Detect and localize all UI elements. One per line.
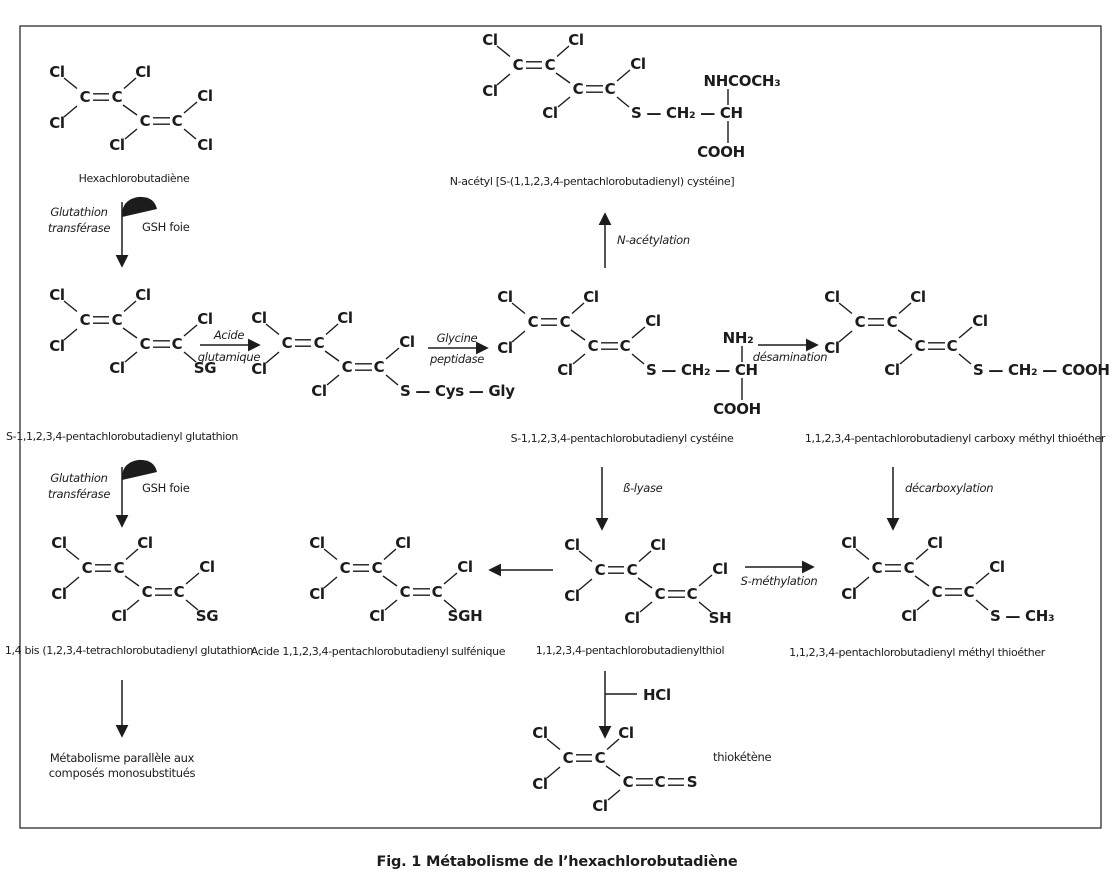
carbon-atom: C [931, 583, 943, 601]
metabolisme-line-2: composés monosubstitués [48, 766, 196, 780]
carbon-atom: C [914, 337, 926, 355]
chlorine-atom: Cl [109, 359, 125, 377]
carbon-atom: C [171, 112, 183, 130]
carbon-atom: C [111, 88, 123, 106]
carbon-atom: C [399, 583, 411, 601]
carbon-atom: C [79, 311, 91, 329]
chlorine-atom: Cl [109, 136, 125, 154]
carbon-atom: C [173, 583, 185, 601]
chlorine-atom: Cl [49, 286, 65, 304]
molecule-label: S-1,1,2,3,4-pentachlorobutadienyl glutathion [5, 430, 239, 443]
carbon-atom: C [654, 585, 666, 603]
carbon-atom: C [654, 773, 666, 791]
molecule-label: 1,1,2,3,4-pentachlorobutadienyl méthyl thioéther [789, 646, 1045, 659]
branch-up: NH₂ [722, 329, 754, 347]
chlorine-atom: Cl [399, 333, 415, 351]
chlorine-atom: Cl [901, 607, 917, 625]
molecule-acide-pentachlorobutadienyl-sulfenique [251, 534, 506, 658]
carbon-atom: C [886, 313, 898, 331]
substituent-cl: Cl [197, 136, 213, 154]
chlorine-atom: Cl [135, 63, 151, 81]
carbon-atom: C [562, 749, 574, 767]
molecule-thioketene [532, 724, 697, 815]
carbon-atom: C [871, 559, 883, 577]
carbon-atom: C [594, 561, 606, 579]
chlorine-atom: Cl [841, 585, 857, 603]
gsh-foie-2: GSH foie [142, 481, 190, 495]
molecule-n-acetyl-s-pentachlorobutadienyl-cysteine [450, 31, 781, 188]
chlorine-atom: Cl [972, 312, 988, 330]
carbon-atom: C [171, 335, 183, 353]
figure-border [20, 26, 1101, 828]
metabolisme-line-1: Métabolisme parallèle aux [49, 751, 195, 765]
carbon-atom: C [626, 561, 638, 579]
molecule-label: Hexachlorobutadiène [78, 172, 190, 185]
chlorine-atom: Cl [592, 797, 608, 815]
enzyme-peptidase: peptidase [429, 352, 485, 366]
carbon-atom: C [81, 559, 93, 577]
carbon-atom: C [141, 583, 153, 601]
chlorine-atom: Cl [251, 309, 267, 327]
chlorine-atom: Cl [395, 534, 411, 552]
molecule-1-4-bis-tetrachlorobutadienyl-glutathion [5, 534, 254, 657]
branch-down: COOH [713, 400, 761, 418]
chlorine-atom: Cl [199, 558, 215, 576]
enzyme-s-methylation: S-méthylation [740, 574, 818, 588]
carbon-atom: C [79, 88, 91, 106]
molecule-hexachlorobutadiene [49, 63, 213, 185]
carbon-atom: C [604, 80, 616, 98]
chlorine-atom: Cl [309, 534, 325, 552]
chlorine-atom: Cl [49, 114, 65, 132]
carbon-atom: C [341, 358, 353, 376]
molecule-label: S-1,1,2,3,4-pentachlorobutadienyl cystéine [510, 432, 734, 445]
enzyme-transferase-1: transférase [47, 221, 111, 235]
chlorine-atom: Cl [369, 607, 385, 625]
chlorine-atom: Cl [532, 775, 548, 793]
chlorine-atom: Cl [824, 288, 840, 306]
chlorine-atom: Cl [135, 286, 151, 304]
enzyme-decarboxylation: décarboxylation [905, 481, 994, 495]
chlorine-atom: Cl [650, 536, 666, 554]
enzyme-glycine: Glycine [436, 331, 478, 345]
chlorine-atom: Cl [532, 724, 548, 742]
carbon-atom: C [619, 337, 631, 355]
molecule-pentachlorobutadienyl-methyl-thioether [789, 534, 1054, 659]
carbon-atom: C [946, 337, 958, 355]
carbon-atom: C [139, 112, 151, 130]
enzyme-desamination: désamination [752, 350, 828, 364]
carbon-atom: C [559, 313, 571, 331]
gsh-liver-icon-1 [122, 197, 157, 217]
chlorine-atom: Cl [251, 360, 267, 378]
molecule-label: 1,1,2,3,4-pentachlorobutadienyl carboxy méthyl thioéther [804, 432, 1106, 445]
branch-up: NHCOCH₃ [703, 72, 781, 90]
thioketene-label: thiokétène [713, 750, 772, 764]
substituent-chain: S — CH₂ — CH [631, 104, 743, 122]
molecule-label: 1,4 bis (1,2,3,4-tetrachlorobutadienyl glutathion [4, 644, 254, 657]
chlorine-atom: Cl [111, 607, 127, 625]
enzyme-beta-lyase: ß-lyase [623, 481, 663, 495]
carbon-atom: C [572, 80, 584, 98]
carbon-atom: C [113, 559, 125, 577]
chlorine-atom: Cl [497, 339, 513, 357]
chlorine-atom: Cl [542, 104, 558, 122]
chlorine-atom: Cl [564, 587, 580, 605]
enzyme-glutathion-2: Glutathion [50, 471, 108, 485]
chlorine-atom: Cl [564, 536, 580, 554]
chlorine-atom: Cl [49, 63, 65, 81]
carbon-atom: C [622, 773, 634, 791]
chlorine-atom: Cl [137, 534, 153, 552]
carbon-atom: C [339, 559, 351, 577]
chlorine-atom: Cl [841, 534, 857, 552]
molecule-pentachlorobutadienyl-carboxy-methyl-thioether [805, 288, 1110, 445]
substituent-sg: SG [193, 359, 217, 377]
carbon-atom: C [544, 56, 556, 74]
chlorine-atom: Cl [557, 361, 573, 379]
carbon-atom: C [313, 334, 325, 352]
chlorine-atom: Cl [583, 288, 599, 306]
gsh-liver-icon-2 [122, 460, 157, 480]
chlorine-atom: Cl [497, 288, 513, 306]
chlorine-atom: Cl [989, 558, 1005, 576]
enzyme-n-acetylation: N-acétylation [617, 233, 690, 247]
gsh-foie-1: GSH foie [142, 220, 190, 234]
substituent-sgh: SGH [447, 607, 483, 625]
chlorine-atom: Cl [618, 724, 634, 742]
substituent-chain: S — CH₂ — CH [646, 361, 758, 379]
chlorine-atom: Cl [630, 55, 646, 73]
chlorine-atom: Cl [482, 82, 498, 100]
molecule-label: N-acétyl [S-(1,1,2,3,4-pentachlorobutadienyl) cystéine] [449, 175, 735, 188]
carbon-atom: C [139, 335, 151, 353]
chlorine-atom: Cl [824, 339, 840, 357]
chlorine-atom: Cl [51, 585, 67, 603]
chlorine-atom: Cl [927, 534, 943, 552]
carbon-atom: C [686, 585, 698, 603]
molecule-pentachlorobutadienylthiol [536, 536, 732, 657]
chlorine-atom: Cl [712, 560, 728, 578]
molecule-label: Acide 1,1,2,3,4-pentachlorobutadienyl sulfénique [250, 645, 506, 658]
molecule-s-pentachlorobutadienyl-glutathion [6, 286, 238, 443]
diagram-root [5, 31, 1110, 815]
carbon-atom: C [963, 583, 975, 601]
figure-caption: Fig. 1 Métabolisme de l’hexachlorobutadiène [376, 854, 738, 870]
carbon-atom: C [431, 583, 443, 601]
enzyme-glutamique: glutamique [197, 350, 261, 364]
sulfur-atom: S [686, 773, 698, 791]
enzyme-glutathion-1: Glutathion [50, 205, 108, 219]
carbon-atom: C [512, 56, 524, 74]
carbon-atom: C [111, 311, 123, 329]
chlorine-atom: Cl [197, 87, 213, 105]
enzyme-transferase-2: transférase [47, 487, 111, 501]
substituent-chain: S — Cys — Gly [400, 382, 515, 400]
carbon-atom: C [903, 559, 915, 577]
chlorine-atom: Cl [645, 312, 661, 330]
chlorine-atom: Cl [197, 310, 213, 328]
chlorine-atom: Cl [309, 585, 325, 603]
chlorine-atom: Cl [311, 382, 327, 400]
substituent-sg: SG [195, 607, 219, 625]
carbon-atom: C [527, 313, 539, 331]
carbon-atom: C [281, 334, 293, 352]
chlorine-atom: Cl [482, 31, 498, 49]
carbon-atom: C [373, 358, 385, 376]
chlorine-atom: Cl [884, 361, 900, 379]
chlorine-atom: Cl [337, 309, 353, 327]
molecule-s-pentachlorobutadienyl-cysteine [497, 288, 761, 445]
carbon-atom: C [371, 559, 383, 577]
substituent-sh: SH [708, 609, 732, 627]
carbon-atom: C [594, 749, 606, 767]
chlorine-atom: Cl [624, 609, 640, 627]
chlorine-atom: Cl [49, 337, 65, 355]
carbon-atom: C [854, 313, 866, 331]
carbon-atom: C [587, 337, 599, 355]
substituent-chain: S — CH₃ [990, 607, 1055, 625]
chlorine-atom: Cl [910, 288, 926, 306]
chlorine-atom: Cl [568, 31, 584, 49]
substituent-chain: S — CH₂ — COOH [973, 361, 1110, 379]
chlorine-atom: Cl [457, 558, 473, 576]
chlorine-atom: Cl [51, 534, 67, 552]
enzyme-acide: Acide [213, 328, 245, 342]
branch-down: COOH [697, 143, 745, 161]
hcl-label: HCl [643, 686, 671, 704]
molecule-label: 1,1,2,3,4-pentachlorobutadienylthiol [535, 644, 725, 657]
